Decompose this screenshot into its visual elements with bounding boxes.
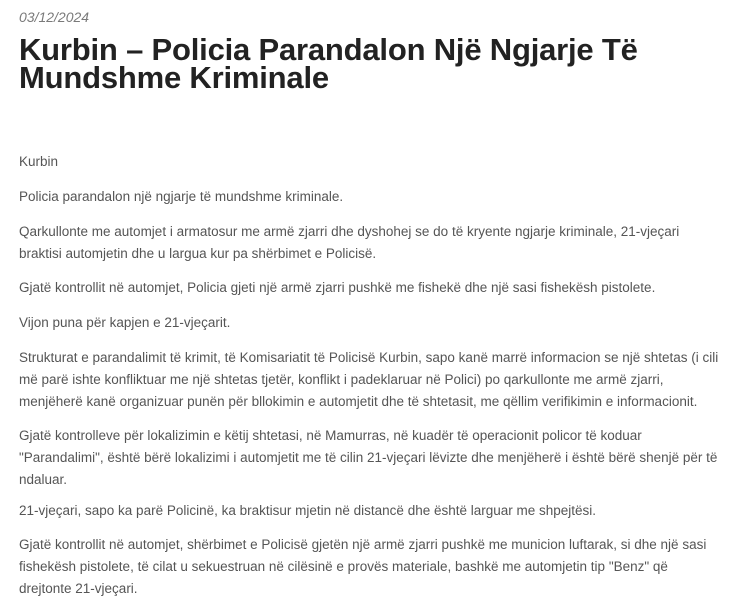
article-paragraph: Qarkullonte me automjet i armatosur me armë zjarri dhe dyshohej se do të kryente ngjarje kriminale, 21-vjeçari braktisi automjetin dhe u largua kur pa shërbimet e Policisë.	[19, 224, 680, 261]
article-paragraph: Gjatë kontrollit në automjet, Policia gjeti një armë zjarri pushkë me fishekë dhe një sasi fishekësh pistolete.	[19, 280, 656, 295]
article-paragraph-location: Kurbin	[19, 154, 59, 169]
article-paragraph: Vijon puna për kapjen e 21-vjeçarit.	[19, 315, 231, 330]
article-paragraph: Strukturat e parandalimit të krimit, të Komisariatit të Policisë Kurbin, sapo kanë marrë informacion se një shtetas (i cili më parë ishte konfliktuar me një shtetas tjetër, konflikt i padeklaruar në Polici) po qarkullonte me armë zjarri, menjëherë kanë organizuar punën për bllokimin e automjetit dhe të shtetasit, me qëllim verifikimin e informacionit.	[19, 350, 719, 409]
article-paragraph: Gjatë kontrolleve për lokalizimin e këtij shtetasi, në Mamurras, në kuadër të operacionit policor të koduar "Parandalimi", është bërë lokalizimi i automjetit me të cilin 21-vjeçari lëvizte dhe menjëherë i është bërë shenjë për të ndaluar.	[19, 428, 718, 487]
article-title: Kurbin – Policia Parandalon Një Ngjarje Të Mundshme Kriminale	[19, 32, 638, 95]
article-paragraph: Gjatë kontrollit në automjet, shërbimet e Policisë gjetën një armë zjarri pushkë me municion luftarak, si dhe një sasi fishekësh pistolete, të cilat u sekuestruan në cilësinë e provës materiale, bashkë me automjetin tip "Benz" që drejtonte 21-vjeçari.	[19, 537, 707, 596]
article-paragraph: Policia parandalon një ngjarje të mundshme kriminale.	[19, 189, 344, 204]
article-date: 03/12/2024	[19, 9, 90, 25]
article-paragraph: 21-vjeçari, sapo ka parë Policinë, ka braktisur mjetin në distancë dhe është larguar me shpejtësi.	[19, 503, 597, 518]
